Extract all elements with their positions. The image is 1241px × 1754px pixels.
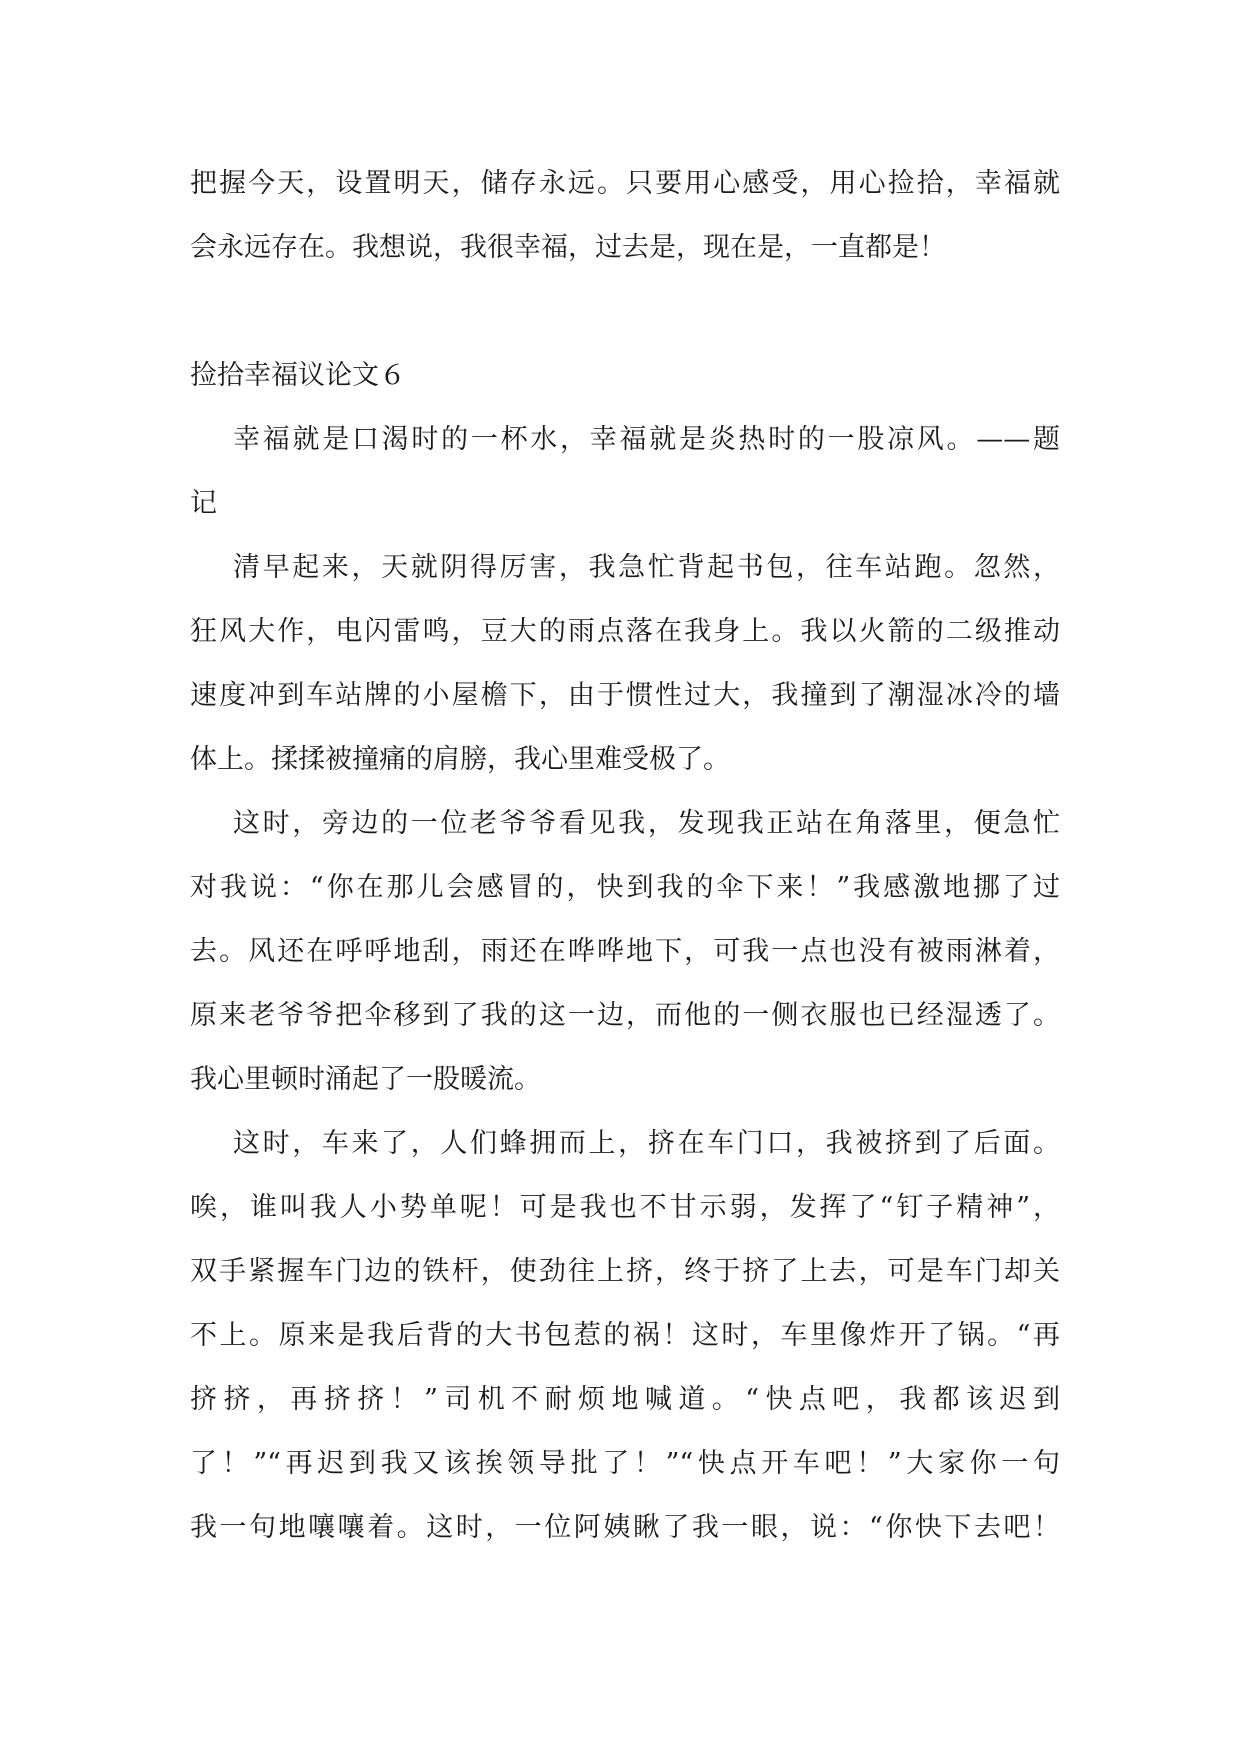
text-line: 唉，谁叫我人小势单呢！可是我也不甘示弱，发挥了“钉子精神”， — [190, 1192, 1060, 1223]
text-line: 了！”“再迟到我又该挨领导批了！”“快点开车吧！”大家你一句 — [190, 1448, 1060, 1479]
text-line: 幸福就是口渴时的一杯水，幸福就是炎热时的一股凉风。——题 — [233, 424, 1060, 455]
text-line: 这时，旁边的一位老爷爷看见我，发现我正站在角落里，便急忙 — [233, 808, 1060, 839]
text-line: 对我说：“你在那儿会感冒的，快到我的伞下来！”我感激地挪了过 — [190, 872, 1060, 903]
text-line: 双手紧握车门边的铁杆，使劲往上挤，终于挤了上去，可是车门却关 — [190, 1256, 1060, 1287]
text-line: 挤挤，再挤挤！”司机不耐烦地喊道。“快点吧，我都该迟到 — [190, 1384, 1060, 1415]
text-line: 去。风还在呼呼地刮，雨还在哗哗地下，可我一点也没有被雨淋着， — [190, 936, 1060, 967]
text-line: 狂风大作，电闪雷鸣，豆大的雨点落在我身上。我以火箭的二级推动 — [190, 616, 1060, 647]
text-line: 我一句地嚷嚷着。这时，一位阿姨瞅了我一眼，说：“你快下去吧！ — [190, 1512, 1060, 1543]
text-line: 速度冲到车站牌的小屋檐下，由于惯性过大，我撞到了潮湿冰冷的墙 — [190, 680, 1060, 711]
text-line: 清早起来，天就阴得厉害，我急忙背起书包，往车站跑。忽然， — [233, 552, 1060, 583]
text-line: 我心里顿时涌起了一股暖流。 — [190, 1064, 541, 1095]
text-line: 会永远存在。我想说，我很幸福，过去是，现在是，一直都是！ — [190, 232, 946, 263]
text-line: 不上。原来是我后背的大书包惹的祸！这时，车里像炸开了锅。“再 — [190, 1320, 1060, 1351]
section-heading: 捡拾幸福议论文６ — [190, 360, 406, 391]
text-line: 体上。揉揉被撞痛的肩膀，我心里难受极了。 — [190, 744, 730, 775]
text-line: 这时，车来了，人们蜂拥而上，挤在车门口，我被挤到了后面。 — [233, 1128, 1060, 1159]
text-line: 记 — [190, 488, 217, 519]
text-line: 把握今天，设置明天，储存永远。只要用心感受，用心捡拾，幸福就 — [190, 168, 1060, 199]
text-line: 原来老爷爷把伞移到了我的这一边，而他的一侧衣服也已经湿透了。 — [190, 1000, 1060, 1031]
